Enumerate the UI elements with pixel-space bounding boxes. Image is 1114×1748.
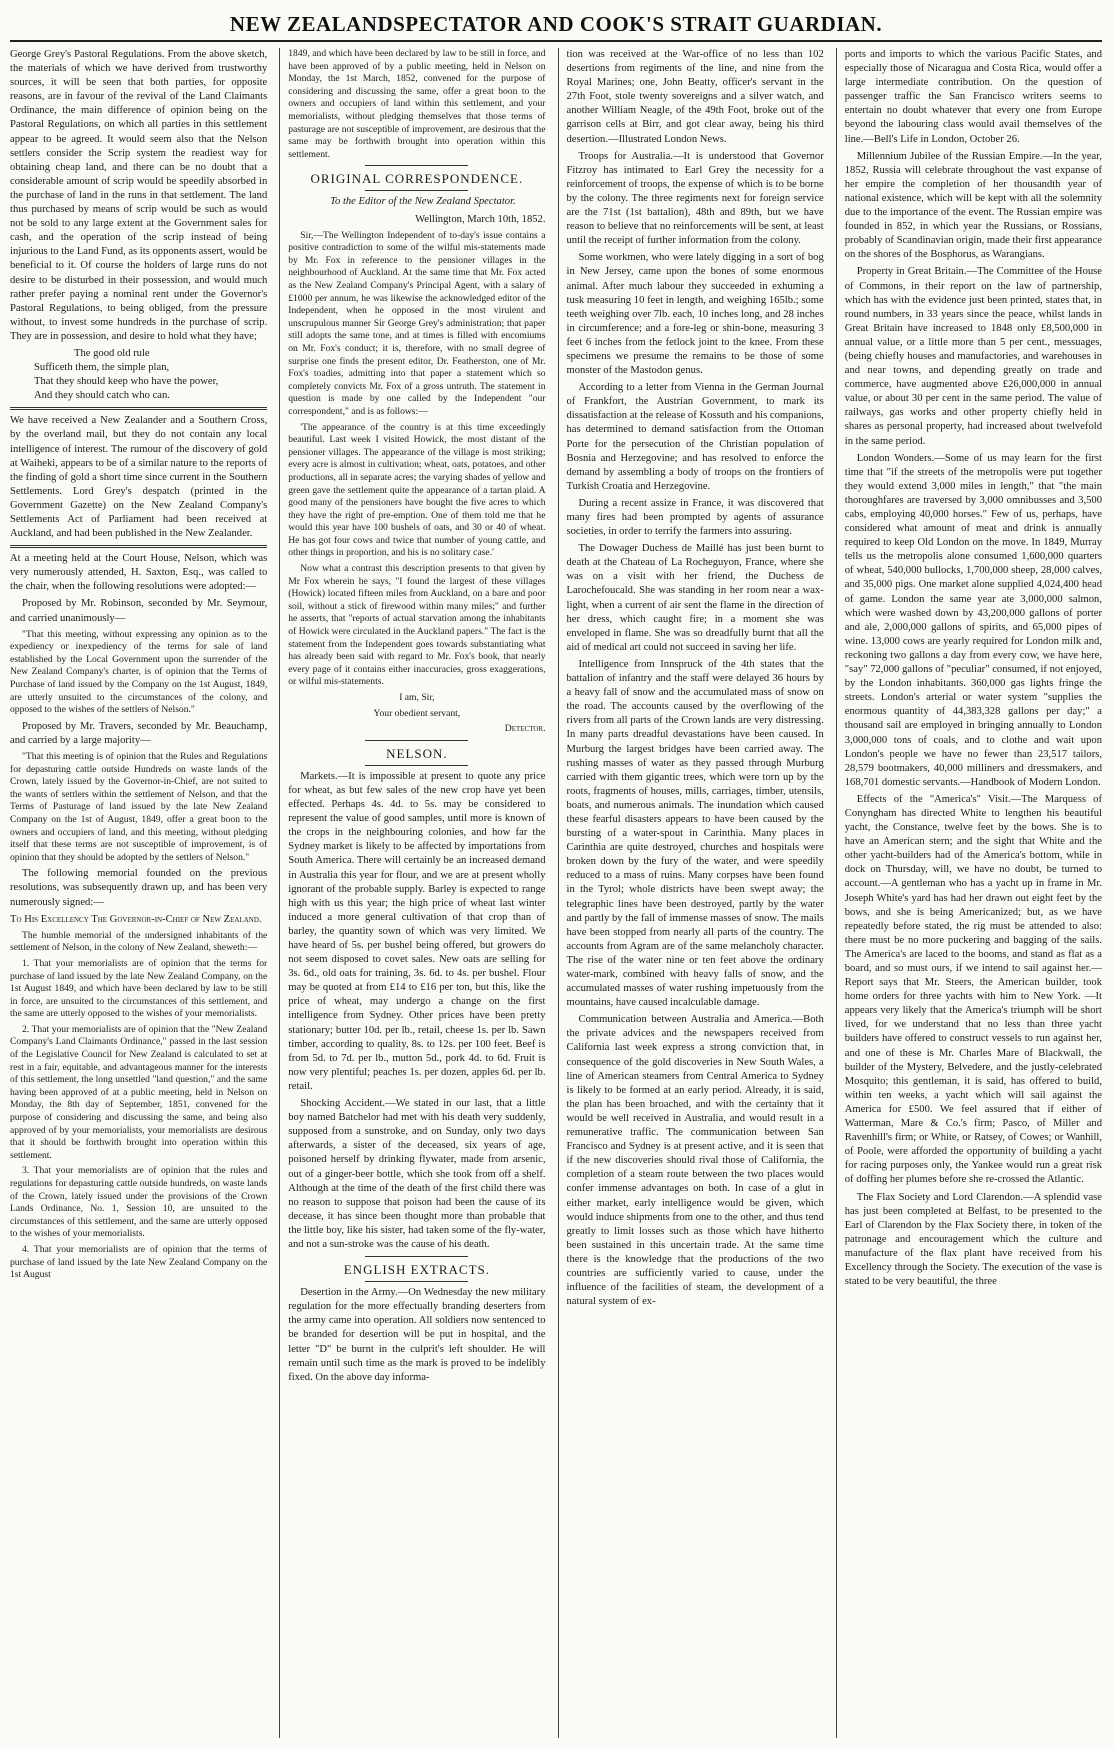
article-communication-continued: ports and imports to which the various Pacific States, and especially those of Nicaragua and Costa Rica, would offer a large intermediate contribution. On the question of passenger traffic the San Francisco writers seems to entertain no doubt whatever that every one from Europe beyond the labouring class would avail themselves of the line.—Bell's Life in London, October 26.: [844, 49, 1102, 145]
article-fires: During a recent assize in France, it was discovered that many fires had been prompted by agents of assurance societies, in order to terrify the farmers into assuring.: [566, 497, 824, 538]
article-america-visit: Effects of the "America's" Visit.—The Marquess of Conyngham has directed White to lengthen his beautiful yacht, the Constance, twelve feet by the bows. She is to have an American stern; and the sight that White and the other yacht-builders had of the America's bottom, while in dock on Thursday, will, we have no doubt, be turned to account.—A gentleman who has a yacht up in frame in Mr. Joseph White's yard has had her drawn out eight feet by the bows, and she is being Americanized; but, as we have repeatedly before stated, the rig must be attended to also: there must be no more puckering and bagging of the sails. The America's are laced to the booms, and stand as flat as a board, and so must ours, if we intend to sail against her.—Report says that Mr. Steers, the American builder, took home orders for three yachts with him to New York. —It appears very likely that the America's triumph will be short lived, for we understand that no less than three yacht builders have offered to construct vessels to run against her, and one of these is Mr. Charles Mare of Blackwall, the builder of the Mystery, Belvedere, and the justly-celebrated Mosquito; this gentleman, it is said, has offered to build, within ten weeks, a yacht which will sail against the America for £500. We feel assured that if either of Watterman, Mare & Co.'s firm; Pasco, of Miller and Ravenhill's firm; or White, or Ratsey, of Cowes; or Wanhill, of Poole, were afforded the opportunity of building a yacht for racing purposes only, the Yankee would run a great risk of doffing her plumes before she re-crossed the Atlantic.: [844, 793, 1102, 1186]
poem-line: That they should keep who have the power,: [34, 376, 219, 388]
poem-line: And they should catch who can.: [34, 390, 170, 402]
article-london-wonders: London Wonders.—Some of us may learn for the first time that "if the streets of the metropolis were put together they would extend 3,000 miles in length," that "the main thoroughfares are traversed by 3,000 omnibusses and 3,500 cabs, employing 40,000 horses." Few of us, perhaps, have considered what amount of meat and drink is annually required to keep Old London on the move. In 1849, Murray tells us the metropolis alone consumed 1,600,000 quarters of wheat, 540,000 bullocks, 1,700,000 sheep, 28,000 calves, and 35,000 pigs. One market alone supplied 4,024,400 head of game. London the same year ate 3,000,000 salmon, which were washed down by 43,200,000 gallons of porter and ale, 2,000,000 gallons of spirits, and 65,000 pipes of wine. 13,000 cows are yearly required for London milk and, reckoning two gallons a day from every cow, we have here, "say" 72,000 gallons of "peculiar" consumed, if not enjoyed, by the London inhabitants. 360,000 gas lights fringe the streets. London's arterial or water system "supplies the enormous quantity of 44,383,328 gallons per day;" a thousand sail are employed in bringing annually to London 3,000,000 tons of coals, and to clothe and wait upon London's people we have no fewer than 23,517 tailors, 28,579 bootmakers, 40,000 milliners and dressmakers, and 168,701 domestic servants.—Handbook of Modern London.: [844, 452, 1102, 788]
article-troops: Troops for Australia.—It is understood that Governor Fitzroy has intimated to Earl Grey the necessity for a reinforcement of troops, the expense of which is to be borne by the colony. The three regiments next for foreign service are the 71st (1st battalion), 48th and 89th, but we have reason to believe that no reinforcements will be sent, at least until the receipt of further information from the colony.: [566, 150, 824, 247]
article-mastodon: Some workmen, who were lately digging in a sort of bog in New Jersey, came upon the bones of some enormous animal. After much labour they succeeded in exhuming a tusk measuring 10 feet in length, and weighing 165lb.; some teeth weighing over 7lb. each, 10 inches long, and 28 inches in circumference; and a fore-leg or shin-bone, measuring 3 feet 6 inches from the fetlock joint to the knee. From these specimens we presume the remains to be those of some monster of the Mastodon genus.: [566, 252, 824, 377]
article-markets: Markets.—It is impossible at present to quote any price for wheat, as but few sales of the new crop have yet been effected. Perhaps 4s. 4d. to 5s. may be considered to represent the value of good samples, until more is known of the crops in the neighbouring colonies, and how far the Sydney market is likely to be affected by importations from South America. There will certainly be an increased demand in Australia this year for flour, and we are at present wholly ignorant of the probable supply. Barley is expected to range high with us this year; the high price of wheat last winter induced a more general cultivation of that crop than of barley, the quantity sown of which was very limited. We have heard of 5s. per bushel being offered, but growers do not seem disposed to covet sales. New oats are selling for 3s. 6d., old oats for training, 3s. 6d. to 4s. per bushel. Flour may be quoted at from £14 to £16 per ton, but this, like the price of wheat, may undergo a change on the first intelligence from Sydney. Other prices have been pretty stationary; butter 10d. per lb., retail, cheese 1s. per lb. Sawn timber, according to quality, 8s. to 12s. per 100 feet. Beef is from 5d. to 7d. per lb., mutton 5d., pork 4d. to 6d. Fruit is now very plentiful; peaches 1s. per dozen, apples 6d. per lb. retail.: [288, 770, 546, 1092]
article-mail: We have received a New Zealander and a Southern Cross, by the overland mail, but they do not contain any local intelligence of interest. The rumour of the discovery of gold at Waiheki, appears to be of a similar nature to the reports of the finding of gold a short time since current in the Southern Settlements. Lord Grey's despatch (printed in the Government Gazette) on the New Zealand Company's Settlements Act of Parliament had been received at Auckland, and had been published in the New Zealander.: [10, 415, 268, 540]
memorial-intro: The following memorial founded on the previous resolutions, was subsequently drawn up, and has been very numerously signed:—: [10, 868, 268, 908]
poem-line: The good old rule: [74, 347, 150, 359]
divider: [10, 407, 267, 410]
section-rule: [365, 1281, 468, 1282]
poem-quote: [34, 347, 267, 403]
resolution-intro: Proposed by Mr. Robinson, seconded by Mr. Seymour, and carried unanimously—: [10, 598, 268, 624]
column-4: [836, 48, 1102, 1738]
letter-quote: 'The appearance of the country is at this time exceedingly beautiful. Last week I visited Howick, the most distant of the pensioner villages. The appearance of the village is most striking; every acre is almost in cultivation; wheat, oats, potatoes, and other productions, all in separate acres; the varying shades of yellow and green gave the settlement quite the appearance of a tartan plaid. A good many of the pensioners have bought the five acres to which they have the right of pre-emption. One of them told me that he would this year have 100 bushels of oats, and 30 or 40 of wheat. He has got four cows and twice that number of young cattle, and other things in proportion, and his is no solitary case.': [288, 421, 546, 559]
column-2: [279, 48, 545, 1738]
letter-body: Sir,—The Wellington Independent of to-day's issue contains a positive contradiction to some of the wilful mis-statements made by Mr. Fox in reference to the pensioner villages in the neighbourhood of Auckland. At the same time that Mr. Fox acted as the New Zealand Company's Principal Agent, with a salary of £1000 per annum, he was likewise the acknowledged editor of the Independent, when he opposed in the most virulent and unscrupulous manner Sir George Grey's administration; that paper still adopts the same tone, and at times is filled with encomiums on Mr. Fox's conduct; it is, therefore, with no small degree of surprise one finds the present editor, Dr. Featherston, one of Mr. Fox's toadies, admitting into that paper a statement which so completely convicts Mr. Fox of a gross untruth. The statement in question is made by one called by the Independent "our correspondent," and is as follows:—: [288, 229, 546, 417]
article-austria: According to a letter from Vienna in the German Journal of Frankfort, the Austrian Government, to mark its dissatisfaction at the release of Kossuth and his companions, has determined to demand satisfaction from the Ottoman Porte for the persecution of the Christian population of Bosnia and Herzegovine; and has resolved to enforce the demand by assembling a body of troops on the frontiers of Turkish Croatia and Herzegovine.: [566, 382, 824, 492]
section-rule: [365, 740, 468, 741]
resolution-intro: Proposed by Mr. Travers, seconded by Mr. Beauchamp, and carried by a large majority—: [10, 720, 268, 746]
resolution-text: "That this meeting is of opinion that the Rules and Regulations for depasturing cattle outside Hundreds on waste lands of the Crown, lately issued by the Governor-in-Chief, are not suited to the wants of settlers within the settlement of Nelson, and that the Terms of Pasturage of land issued by the late New Zealand Company on the 1st of August, 1849, offer a great boon to the owners and occupiers of land, and this meeting, without pledging itself that these terms are not susceptible of improvement, is of opinion that they should be adopted by the settlers of Nelson.": [10, 751, 268, 863]
article-communication: Communication between Australia and America.—Both the private advices and the newspapers received from California last week express a strong conviction that, in consequence of the gold discoveries in New South Wales, a line of American steamers from Central America to Sydney is likely to be formed at an early period. Already, it is said, the plan has been broached, and with the certainty that it would be well received in Australia, and would result in a remunerative traffic. The communication between San Francisco and Sydney is at present active, and it is seen that if the new discoveries should rival those of California, the completion of a steam route between the two places would confer immense advantages on both. In case of a glut in either market, early intelligence would be given, which would induce shipments from one to the other, and thus tend greatly to limit losses such as those which have hitherto been sustained in this uncertain trade. At the same time there is the knowledge that the productions of the two countries are sufficiently varied to cause, under the influence of the facilities of steam, the development of a natural system of ex-: [566, 1014, 824, 1308]
resolution-text: "That this meeting, without expressing any opinion as to the expediency or inexpediency of the terms for sale of land established by the Local Government upon the surrender of the New Zealand Company's charter, is of opinion that the Terms of Purchase of land issued by the Company on the 1st August, 1849, are utterly unsuited to the circumstances of the colony, and opposed to the wishes of the settlers of Nelson.": [10, 628, 268, 716]
letter-addressee: To the Editor of the New Zealand Spectator.: [330, 196, 516, 208]
section-rule: [365, 765, 468, 766]
letter-signoff: Your obedient servant,: [373, 707, 461, 719]
column-3: [558, 48, 824, 1738]
article-millennium: Millennium Jubilee of the Russian Empire.—In the year, 1852, Russia will celebrate throughout the vast expanse of her empire the completion of her thousandth year of national existence, which will be kept with all the solemnity due to the importance of the event. The Russian empire was founded in 852, in which year the Russians, or Rossians, probably of Scandinavian origin, made their first appearance on the shores of the Bosphorus, as Warangians.: [844, 150, 1102, 261]
letter-signature: Detector.: [504, 723, 546, 735]
section-heading: ENGLISH EXTRACTS.: [343, 1262, 491, 1278]
divider: [10, 545, 267, 548]
memorial-address: To His Excellency The Governor-in-Chief of New Zealand.: [10, 913, 262, 925]
memorial-item: 3. That your memorialists are of opinion that the rules and regulations for depasturing cattle outside hundreds, on waste lands of the Crown, lately issued under the provisions of the Crown Lands Ordinance, No. 1, Session 10, are unsuited to the circumstances of this settlement, and the same are utterly opposed to the wishes of your memorialists.: [10, 1165, 268, 1240]
memorial-text: The humble memorial of the undersigned inhabitants of the settlement of Nelson, in the colony of New Zealand, sheweth:—: [10, 929, 268, 954]
letter-date: Wellington, March 10th, 1852.: [415, 213, 546, 225]
memorial-item: 1. That your memorialists are of opinion that the terms for purchase of land issued by the late New Zealand Company, on the 1st August 1849, and which have been declared by law to be still in force, are unsuited to the circumstances of this settlement, and the same are utterly opposed to the wishes of your memorialists.: [10, 957, 268, 1020]
column-1: [10, 48, 267, 1738]
memorial-item: 2. That your memorialists are of opinion that the "New Zealand Company's Land Claimants Ordinance," passed in the last session of the Legislative Council for New Zealand is calculated to set at rest in a fair, equitable, and advantageous manner for the interests of this settlement, the long unsettled "land question," and the same having been approved of at a public meeting, held in Nelson on Monday, the 8th day of September, 1851, convened for the purpose of considering and discussing the same, and being also approved of by your memorialists, your memorialists are desirous that it should be forthwith brought into operation within this settlement.: [10, 1023, 268, 1161]
section-rule: [365, 165, 468, 166]
memorial-item: 4. That your memorialists are of opinion that the terms of purchase of land issued by the late New Zealand Company on the 1st August: [10, 1243, 268, 1281]
article-desertion: Desertion in the Army.—On Wednesday the new military regulation for the more effectually branding deserters from the army came into operation. All soldiers now sentenced to be branded for desertion will be put in hospital, and the letter "D" be burnt in the culprit's left shoulder. He will remain until such time as the mark is proved to be indelibly fixed. On the above day informa-: [288, 1287, 546, 1383]
article-innspruck: Intelligence from Innspruck of the 4th states that the battalion of infantry and the staff were delayed 36 hours by a heavy fall of snow and the accumulated mass of snow on the road. The accounts caused by the overflowing of the rivers from all parts of the Crown lands are very distressing. In many parts dreadful devastations have been caused. In Murburg the largest bridges have been carried away. The rushing masses of water as they passed through Murburg carried with them gigantic trees, which were torn up by the roots, fragments of houses, mills, carriages, timber, utensils, boats, and numerous animals. The inundation which caused these fearful disasters appears to have been caused by the bursting of a water-spout in Carinthia. Many places in Carinthia are quite destroyed, churches and hospitals were broken down by the fury of the water, and were speedily reduced to a mass of ruins. Many corpses have been found in the Tyrol; whole districts have been swept away; the telegraphic lines have been destroyed, partly by the water and partly by the fall of immense masses of snow. The mails have been stopped from nearly all parts of the country. The accounts from Agram are of the same melancholy character. The rise of the water nine or ten feet above the ordinary water-mark, combined with heavy falls of snow, and the accumulated masses of water rushing impetuously from the mountains, have caused incalculable damage.: [566, 658, 824, 1009]
masthead: NEW ZEALANDSPECTATOR AND COOK'S STRAIT GUARDIAN.: [229, 12, 883, 36]
letter-signoff: I am, Sir,: [399, 692, 435, 703]
section-rule: [365, 190, 468, 191]
article-pastoral: George Grey's Pastoral Regulations. From the above sketch, the materials of which we have derived from trustworthy sources, it will be seen that both parties, for opposite reasons, are in favour of the revival of the Land Claimants Ordinance, the main difference of opinion being on the Pastoral Regulations, on which all parties in this settlement appear to be agreed. It would seem also that the Nelson settlers consider the Scrip system the readiest way for obtaining cheap land, and there can be no doubt that a considerable amount of scrip would be speedily absorbed in the purchase of land in the runs in that settlement. The land thus purchased by means of scrip would be such as would not be sold to any large extent at the Government sales for cash, and the operation of the scrip instead of being injurious to the Land Fund, as its opponents assert, would be beneficial to it. Of course the holders of large runs do not desire to be disturbed in their possession, and would much rather prefer paying a nominal rent under the Governor's Pastoral Regulations, to being obliged, from the pressure without, to invest some hundreds in the purchase of scrip. They are in possession, and desire to hold what they have;: [10, 49, 268, 342]
article-duchess: The Dowager Duchess de Maillé has just been burnt to death at the Chateau of La Rocheguyon, France, where she was on a visit with her friend, the Duchess de Larochefoucald. She was standing in her room near a wax-light, when a current of air sent the flame in the direction of her dress, which caught fire; in a moment she was enveloped in flame. She was so dreadfully burnt that all the aid of medical art could not succeed in saving her life.: [566, 543, 824, 653]
section-heading: ORIGINAL CORRESPONDENCE.: [310, 171, 524, 187]
letter-body: Now what a contrast this description presents to that given by Mr Fox wherein he says, "I found the largest of these villages (Howick) located fifteen miles from Auckland, on a bare and poor soil, without a stick of firewood within many miles;" and further he asserts, that "reports of actual starvation among the inhabitants of Howick were circulated in the Auckland papers." The fact is the statement from the Independent goes towards substantiating what has already been said with regard to Mr. Fox's book, that nearly every page of it contains either inaccuracies, gross exaggerations, or wilful mis-statements.: [288, 563, 546, 688]
section-rule: [365, 1256, 468, 1257]
article-meeting: At a meeting held at the Court House, Nelson, which was very numerously attended, H. Saxton, Esq., was called to the chair, when the following resolutions were adopted:—: [10, 553, 268, 593]
poem-line: Sufficeth them, the simple plan,: [34, 362, 170, 374]
article-desertion-continued: tion was received at the War-office of no less than 102 desertions from regiments of the line, and nine from the Royal Marines; one, John Beatty, officer's servant in the 27th Foot, stole twenty sovereigns and a silver watch, and another William Neagle, of the 49th Foot, broke out of the garrison cells at Birr, and got clear away, being his third desertion.—Illustrated London News.: [566, 49, 824, 145]
masthead-rule: [10, 40, 1102, 42]
columns: [10, 48, 1102, 1738]
section-heading: NELSON.: [386, 745, 448, 761]
memorial-continued: 1849, and which have been declared by law to be still in force, and have been approved of by a public meeting, held in Nelson on Monday, the 1st March, 1852, convened for the purpose of considering and discussing the same, offer a great boon to the owners and occupiers of land within this settlement, and your memorialists, without pledging themselves that those terms of pasturage are not susceptible of improvement, are desirous that the same may be forthwith brought into operation within this settlement.: [288, 48, 546, 160]
article-flax-society: The Flax Society and Lord Clarendon.—A splendid vase has just been completed at Belfast, to be presented to the Earl of Clarendon by the Flax Society there, in token of the patronage and encouragement which the culture and manufacture of the flax plant have received from his Excellency through the Society. The execution of the vase is stated to be very beautiful, the three: [844, 1191, 1102, 1288]
article-accident: Shocking Accident.—We stated in our last, that a little boy named Batchelor had met with his death very suddenly, supposed from a sunstroke, and on Sunday, only two days afterwards, a sister of the deceased, six years of age, poisoned herself by drinking flywater, made from arsenic, out of a ginger-beer bottle, which she took from off a shelf. Although at the time of the death of the first child there was no reason to suppose that poison had been the cause of its decease, it has since been thought more than probable that the little boy, like his sister, had taken some of the fly-water, and not a sun-stroke was the cause of his death.: [288, 1098, 546, 1250]
article-property: Property in Great Britain.—The Committee of the House of Commons, in their report on the law of partnership, which has with the evidence just been printed, states that, in round numbers, in 33 years since the peace, whilst lands in Great Britain have increased to 1848 only £8,500,000 in annual value, or a little more than 5 per cent., messuages, (being chiefly houses and manufactories, and warehouses in and near towns, and depending greatly on trade and commerce, have augmented above £26,000,000 in annual value, or about 30 per cent in the same period. The value of railways, gas works and other property chiefly held in shares as personal property, had increased about twelvefold in the same period.: [844, 266, 1102, 447]
